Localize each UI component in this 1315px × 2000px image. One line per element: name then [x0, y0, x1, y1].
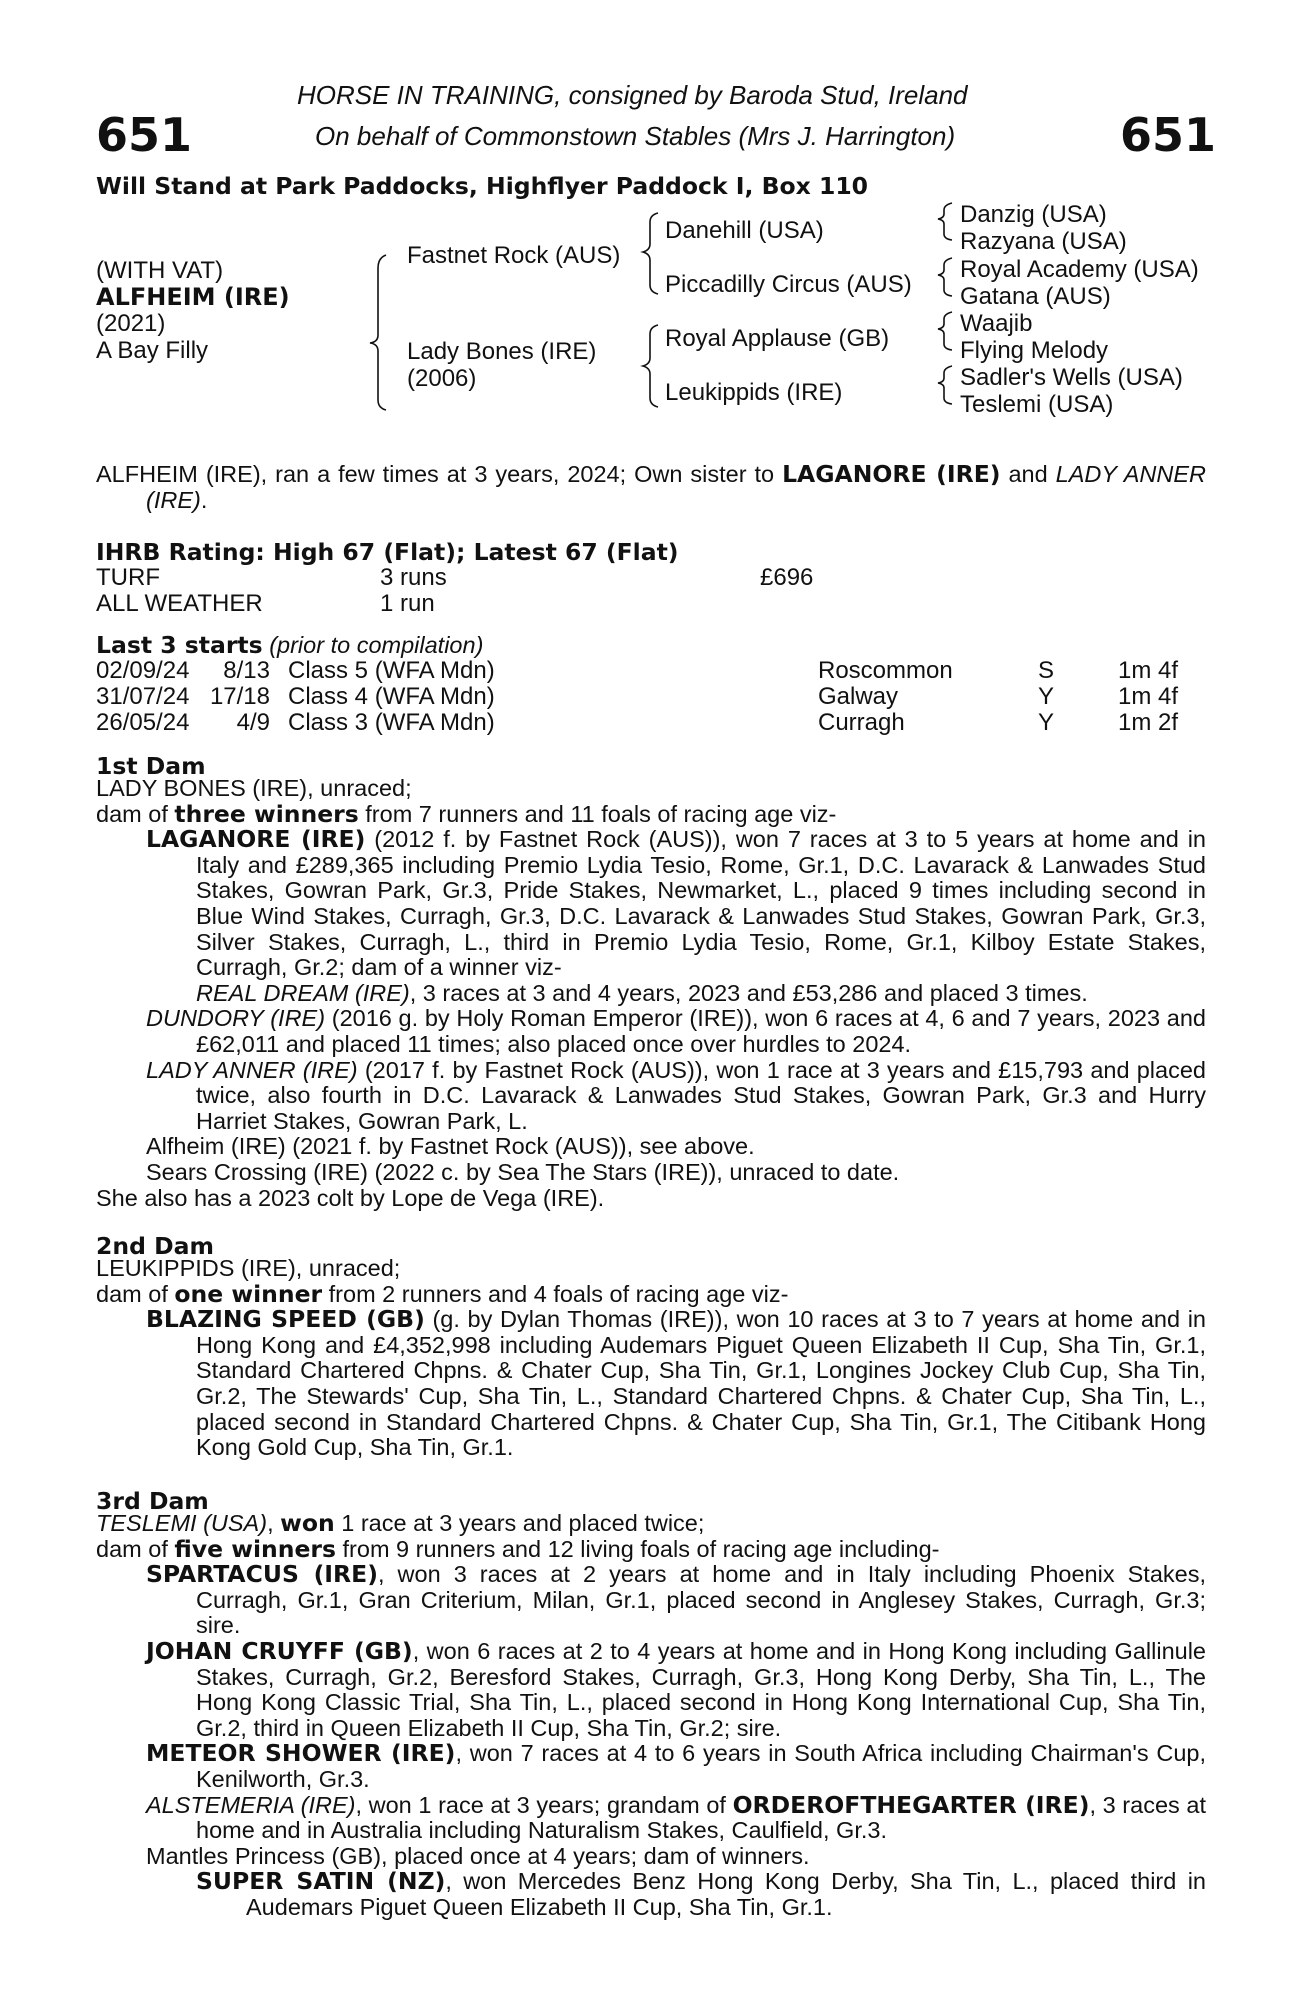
last-starts-heading: Last 3 starts (prior to compilation)	[96, 631, 484, 659]
start-going: S	[1038, 657, 1055, 684]
pedigree-g1: Danzig (USA)	[960, 201, 1107, 228]
start-course: Galway	[818, 683, 899, 710]
vat-note: (WITH VAT)	[96, 257, 224, 284]
second-dam-body: LEUKIPPIDS (IRE), unraced; dam of one winner from 2 runners and 4 foals of racing age viz- BLAZING SPEED (GB) (g. by Dylan Thomas (IRE)), won 10 races at 3 to 7 years at home and in Hong Kong and £4,352,998 including Audemars Piguet Queen Elizabeth II Cup, Sha Tin, Gr.1, Standard Chartered Chpns. & Chater Cup, Sha Tin, Gr.1, Longines Jockey Club Cup, Sha Tin, Gr.2, The Stewards' Cup, Sha Tin, L., Standard Chartered Chpns. & Chater Cup, Sha Tin, L., placed second in Standard Chartered Chpns. & Chater Cup, Sha Tin, Gr.1, The Citibank Hong Kong Gold Cup, Sha Tin, Gr.1.	[96, 1255, 1206, 1461]
all-weather-label: ALL WEATHER	[96, 590, 263, 617]
start-date: 02/09/24	[96, 657, 190, 684]
horse-name: ALFHEIM (IRE)	[96, 283, 290, 311]
produce-lady-anner: LADY ANNER (IRE) (2017 f. by Fastnet Rock (AUS)), won 1 race at 3 years and £15,793 and placed twice, also fourth in D.C. Lavarack & Lanwades Stud Stakes, Gowran Park, Gr.3 and Hurry Harriet Stakes, Gowran Park, L.	[146, 1056, 1206, 1134]
lot-number-left: 651	[96, 108, 193, 162]
pedigree-sire: Fastnet Rock (AUS)	[407, 242, 621, 269]
pedigree-sire-dam: Piccadilly Circus (AUS)	[665, 271, 912, 298]
start-date: 26/05/24	[96, 709, 190, 736]
start-date: 31/07/24	[96, 683, 190, 710]
turf-prize: £696	[760, 564, 814, 591]
first-dam-heading: 1st Dam	[96, 752, 206, 780]
start-going: Y	[1038, 709, 1055, 736]
produce-spartacus: SPARTACUS (IRE), won 3 races at 2 years at home and in Italy including Phoenix Stakes, Curragh, Gr.1, Gran Criterium, Milan, Gr.1, placed second in Anglesey Stakes, Curragh, Gr.3; sire.	[146, 1560, 1206, 1639]
produce-meteor-shower: METEOR SHOWER (IRE), won 7 races at 4 to 6 years in South Africa including Chairman's Cup, Kenilworth, Gr.3.	[146, 1739, 1207, 1792]
lot-number-right: 651	[1120, 108, 1217, 162]
start-dist: 1m 4f	[1118, 657, 1179, 684]
start-course: Curragh	[818, 709, 905, 736]
third-dam-body: TESLEMI (USA), won 1 race at 3 years and placed twice; dam of five winners from 9 runners and 12 living foals of racing age including- SPARTACUS (IRE), won 3 races at 2 years at home and in Italy including Phoenix Stakes, Curragh, Gr.1, Gran Criterium, Milan, Gr.1, placed second in Anglesey Stakes, Curragh, Gr.3; sire. JOHAN CRUYFF (GB), won 6 races at 2 to 4 years at home and in Hong Kong including Gallinule Stakes, Curragh, Gr.2, Beresford Stakes, Curragh, Gr.3, Hong Kong Derby, Sha Tin, L., The Hong Kong Classic Trial, Sha Tin, L., placed second in Hong Kong International Cup, Sha Tin, Gr.2, third in Queen Elizabeth II Cup, Sha Tin, Gr.2; sire. METEOR SHOWER (IRE), won 7 races at 4 to 6 years in South Africa including Chairman's Cup, Kenilworth, Gr.3. ALSTEMERIA (IRE), won 1 race at 3 years; grandam of ORDEROFTHEGARTER (IRE), 3 races at home and in Australia including Naturalism Stakes, Caulfield, Gr.3. Mantles Princess (GB), placed once at 4 years; dam of winners. SUPER SATIN (NZ), won Mercedes Benz Hong Kong Derby, Sha Tin, L., placed third in Audemars Piguet Queen Elizabeth II Cup, Sha Tin, Gr.1.	[96, 1509, 1207, 1920]
pedigree-g4: Gatana (AUS)	[960, 283, 1111, 310]
pedigree-dam: Lady Bones (IRE)	[407, 338, 597, 365]
produce-blazing-speed: BLAZING SPEED (GB) (g. by Dylan Thomas (IRE)), won 10 races at 3 to 7 years at home and in Hong Kong and £4,352,998 including Audemars Piguet Queen Elizabeth II Cup, Sha Tin, Gr.1, Standard Chartered Chpns. & Chater Cup, Sha Tin, Gr.1, Longines Jockey Club Cup, Sha Tin, Gr.2, The Stewards' Cup, Sha Tin, L., Standard Chartered Chpns. & Chater Cup, Sha Tin, L., placed second in Standard Chartered Chpns. & Chater Cup, Sha Tin, Gr.1, The Citibank Hong Kong Gold Cup, Sha Tin, Gr.1.	[146, 1305, 1206, 1461]
pedigree-sire-sire: Danehill (USA)	[665, 217, 824, 244]
horse-summary: ALFHEIM (IRE), ran a few times at 3 years, 2024; Own sister to LAGANORE (IRE) and LADY ANNER (IRE).	[96, 460, 1206, 513]
on-behalf-line: On behalf of Commonstown Stables (Mrs J. Harrington)	[315, 121, 956, 151]
pedigree-dam-sire: Royal Applause (GB)	[665, 325, 890, 352]
ihrb-rating: IHRB Rating: High 67 (Flat); Latest 67 (Flat)	[96, 538, 679, 566]
pedigree-g3: Royal Academy (USA)	[960, 256, 1199, 283]
start-race: Class 3 (WFA Mdn)	[288, 709, 495, 736]
produce-laganore: LAGANORE (IRE) (2012 f. by Fastnet Rock (AUS)), won 7 races at 3 to 5 years at home and in Italy and £289,365 including Premio Lydia Tesio, Rome, Gr.1, D.C. Lavarack & Lanwades Stud Stakes, Gowran Park, Gr.3, Pride Stakes, Newmarket, L., placed 9 times including second in Blue Wind Stakes, Curragh, Gr.3, D.C. Lavarack & Lanwades Stud Stakes, Gowran Park, Gr.3, Silver Stakes, Curragh, L., third in Premio Lydia Tesio, Rome, Gr.1, Kilboy Estate Stakes, Curragh, Gr.2; dam of a winner viz-	[146, 825, 1206, 981]
pedigree-g6: Flying Melody	[960, 337, 1109, 364]
consignor-line: HORSE IN TRAINING, consigned by Baroda Stud, Ireland	[297, 80, 968, 110]
produce-dundory: DUNDORY (IRE) (2016 g. by Holy Roman Emperor (IRE)), won 6 races at 4, 6 and 7 years, 2023 and £62,011 and placed 11 times; also placed once over hurdles to 2024.	[146, 1005, 1206, 1057]
produce-super-satin: SUPER SATIN (NZ), won Mercedes Benz Hong Kong Derby, Sha Tin, L., placed third in Audemars Piguet Queen Elizabeth II Cup, Sha Tin, Gr.1.	[196, 1867, 1206, 1920]
start-pos: 17/18	[209, 683, 270, 710]
produce-johan-cruyff: JOHAN CRUYFF (GB), won 6 races at 2 to 4 years at home and in Hong Kong including Gallinule Stakes, Curragh, Gr.2, Beresford Stakes, Curragh, Gr.3, Hong Kong Derby, Sha Tin, L., The Hong Kong Classic Trial, Sha Tin, L., placed second in Hong Kong International Cup, Sha Tin, Gr.2, third in Queen Elizabeth II Cup, Sha Tin, Gr.2; sire.	[146, 1636, 1206, 1741]
all-weather-runs: 1 run	[380, 590, 435, 617]
horse-year: (2021)	[96, 310, 166, 337]
produce-alstemeria: ALSTEMERIA (IRE), won 1 race at 3 years; grandam of ORDEROFTHEGARTER (IRE), 3 races at home and in Australia including Naturalism Stakes, Caulfield, Gr.3.	[146, 1790, 1206, 1844]
pedigree-g2: Razyana (USA)	[960, 228, 1127, 255]
start-course: Roscommon	[818, 657, 953, 684]
produce-real-dream: REAL DREAM (IRE), 3 races at 3 and 4 years, 2023 and £53,286 and placed 3 times.	[196, 979, 1088, 1006]
start-race: Class 4 (WFA Mdn)	[288, 683, 495, 710]
first-dam-body: LADY BONES (IRE), unraced; dam of three winners from 7 runners and 11 foals of racing age viz- LAGANORE (IRE) (2012 f. by Fastnet Rock (AUS)), won 7 races at 3 to 5 years at home and in Italy and £289,365 including Premio Lydia Tesio, Rome, Gr.1, D.C. Lavarack & Lanwades Stud Stakes, Gowran Park, Gr.3, Pride Stakes, Newmarket, L., placed 9 times including second in Blue Wind Stakes, Curragh, Gr.3, D.C. Lavarack & Lanwades Stud Stakes, Gowran Park, Gr.3, Silver Stakes, Curragh, L., third in Premio Lydia Tesio, Rome, Gr.1, Kilboy Estate Stakes, Curragh, Gr.2; dam of a winner viz- REAL DREAM (IRE), 3 races at 3 and 4 years, 2023 and £53,286 and placed 3 times. DUNDORY (IRE) (2016 g. by Holy Roman Emperor (IRE)), won 6 races at 4, 6 and 7 years, 2023 and £62,011 and placed 11 times; also placed once over hurdles to 2024. LADY ANNER (IRE) (2017 f. by Fastnet Rock (AUS)), won 1 race at 3 years and £15,793 and placed twice, also fourth in D.C. Lavarack & Lanwades Stud Stakes, Gowran Park, Gr.3 and Hurry Harriet Stakes, Gowran Park, L. Alfheim (IRE) (2021 f. by Fastnet Rock (AUS)), see above. Sears Crossing (IRE) (2022 c. by Sea The Stars (IRE)), unraced to date. She also has a 2023 colt by Lope de Vega (IRE).	[96, 775, 1206, 1211]
pedigree-dam-year: (2006)	[407, 365, 477, 392]
pedigree-g7: Sadler's Wells (USA)	[960, 364, 1183, 391]
pedigree-g8: Teslemi (USA)	[960, 391, 1114, 418]
turf-runs: 3 runs	[380, 564, 447, 591]
start-pos: 8/13	[223, 657, 270, 684]
produce-sears-crossing: Sears Crossing (IRE) (2022 c. by Sea The Stars (IRE)), unraced to date.	[146, 1158, 900, 1185]
start-dist: 1m 4f	[1118, 683, 1179, 710]
stand-location: Will Stand at Park Paddocks, Highflyer Paddock I, Box 110	[96, 172, 869, 200]
third-dam-heading: 3rd Dam	[96, 1487, 209, 1515]
produce-alfheim: Alfheim (IRE) (2021 f. by Fastnet Rock (AUS)), see above.	[146, 1133, 755, 1160]
horse-description: A Bay Filly	[96, 337, 209, 364]
turf-label: TURF	[96, 564, 160, 591]
start-pos: 4/9	[236, 709, 270, 736]
start-race: Class 5 (WFA Mdn)	[288, 657, 495, 684]
second-dam-heading: 2nd Dam	[96, 1232, 214, 1260]
start-dist: 1m 2f	[1118, 709, 1179, 736]
pedigree-dam-dam: Leukippids (IRE)	[665, 379, 843, 406]
start-going: Y	[1038, 683, 1055, 710]
produce-mantles-princess: Mantles Princess (GB), placed once at 4 years; dam of winners.	[146, 1842, 810, 1869]
pedigree-g5: Waajib	[960, 310, 1033, 337]
